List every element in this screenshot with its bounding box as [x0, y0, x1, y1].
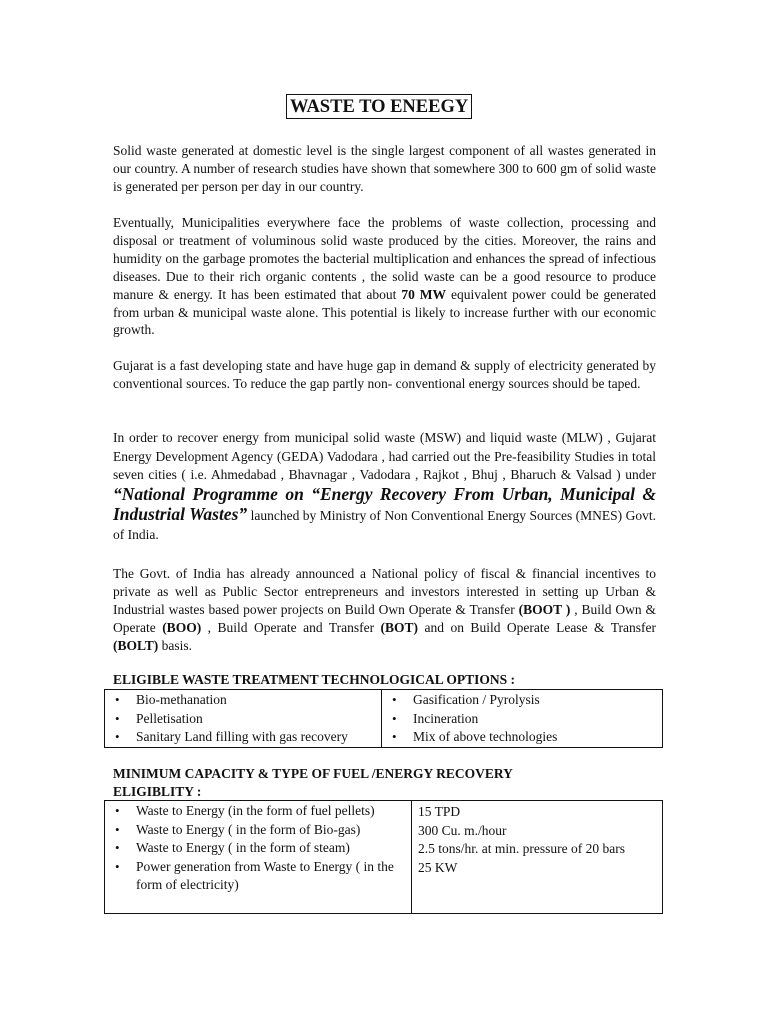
technology-options-left-cell	[105, 690, 382, 748]
bot-term: (BOT)	[380, 619, 419, 635]
technology-options-heading: ELIGIBLE WASTE TREATMENT TECHNOLOGICAL OPTIONS :	[113, 672, 515, 687]
paragraph-municipalities-text: Eventually, Municipalities everywhere face the problems of waste collection, processing and disposal or treatment of voluminous solid waste produced by the cities. Moreover, the rains and humidity on the garbage promotes the bacterial multiplication and enhances the spread of infectious diseases. Due to their rich organic contents , the solid waste can be a good resource to produce manure & energy. It has been estimated that about	[113, 215, 656, 302]
list-item: • Waste to Energy ( in the form of Bio-gas)	[105, 821, 397, 840]
paragraph-gujarat: Gujarat is a fast developing state and have huge gap in demand & supply of electricity generated by conventional sources. To reduce the gap partly non- conventional energy sources should be taped.	[113, 358, 656, 391]
technology-options-table	[104, 689, 663, 748]
list-item: • Incineration	[382, 710, 662, 729]
list-item: • Waste to Energy (in the form of fuel pellets)	[105, 802, 397, 821]
list-item: • Power generation from Waste to Energy ( in the form of electricity)	[105, 858, 397, 895]
policy-text-4: and on Build Operate Lease & Transfer	[418, 619, 656, 635]
paragraph-municipalities-text-end: equivalent power could be generated from urban & municipal waste alone. This potential is likely to increase further with our economic growth.	[113, 286, 656, 338]
paragraph-geda-text: In order to recover energy from municipal solid waste (MSW) and liquid waste (MLW) , Gujarat Energy Development Agency (GEDA) Vadodara , had carried out the Pre-feasibility Studies in total seven cities ( i.e. Ahmedabad , Bhavnagar , Vadodara , Rajkot , Bhuj , Bharuch & Valsad ) under	[113, 430, 656, 483]
list-item: • Gasification / Pyrolysis	[382, 691, 662, 710]
capacity-value: 25 KW	[418, 859, 458, 875]
capacity-value: 2.5 tons/hr. at min. pressure of 20 bars	[418, 841, 625, 856]
programme-name: “National Programme on “Energy Recovery From Urban, Municipal & Industrial Wastes”	[113, 483, 656, 525]
list-item: • Waste to Energy ( in the form of steam)	[105, 839, 397, 858]
power-estimate: 70 MW	[401, 286, 447, 302]
policy-text-1: The Govt. of India has already announced a National policy of fiscal & financial incentives to private as well as Public Sector entrepreneurs and investors interested in setting up Urban & Industrial wastes based power projects on Build Own Operate & Transfer	[113, 566, 656, 617]
paragraph-intro: Solid waste generated at domestic level is the single largest component of all wastes generated in our country. A number of research studies have shown that somewhere 300 to 600 gm of solid waste is generated per person per day in our country.	[113, 143, 656, 194]
capacity-types-list	[105, 801, 411, 895]
boo-term: (BOO)	[162, 619, 202, 635]
capacity-values	[412, 801, 662, 877]
policy-text-3: , Build Operate and Transfer	[201, 619, 381, 635]
policy-text-2: , Build Own & Operate	[113, 601, 657, 635]
capacity-heading: MINIMUM CAPACITY & TYPE OF FUEL /ENERGY RECOVERY ELIGIBLITY :	[113, 766, 513, 799]
capacity-table	[104, 800, 663, 914]
list-item: • Bio-methanation	[105, 691, 381, 710]
capacity-value: 15 TPD	[418, 804, 461, 819]
capacity-values-cell	[412, 801, 663, 914]
technology-options-right-cell	[382, 690, 663, 748]
technology-options-left-list	[105, 690, 381, 747]
paragraph-policy	[113, 565, 656, 655]
bolt-term: (BOLT)	[113, 637, 159, 653]
capacity-value: 300 Cu. m./hour	[418, 822, 507, 838]
list-item: • Sanitary Land filling with gas recovery	[105, 728, 381, 747]
paragraph-geda-text-end: launched by Ministry of Non Conventional Energy Sources (MNES) Govt. of India.	[113, 508, 656, 542]
capacity-types-cell	[105, 801, 412, 914]
list-item: • Pelletisation	[105, 710, 381, 729]
document-title: WASTE TO ENEEGY	[286, 94, 472, 119]
boot-term: (BOOT )	[518, 601, 571, 617]
policy-text-5: basis.	[158, 637, 193, 653]
paragraph-geda	[113, 429, 656, 545]
paragraph-municipalities	[113, 214, 656, 339]
list-item: • Mix of above technologies	[382, 728, 662, 747]
technology-options-right-list	[382, 690, 662, 747]
